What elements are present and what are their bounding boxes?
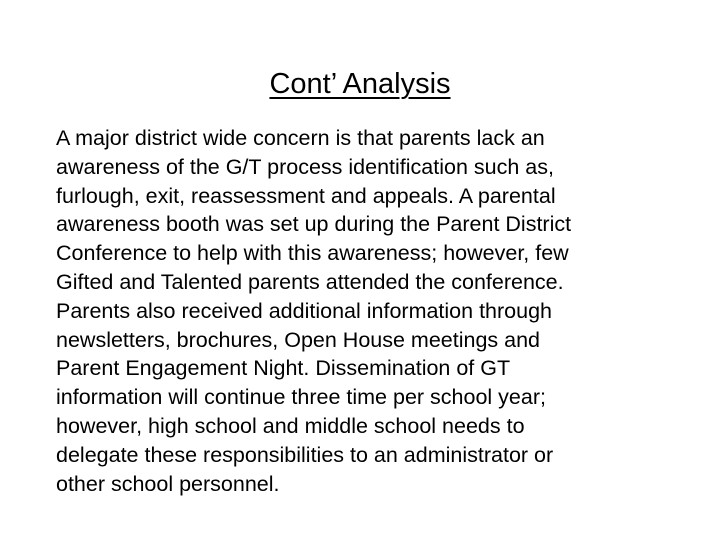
slide-body-text: A major district wide concern is that parents lack an awareness of the G/T process identification such as, furlough, exit, reassessment and appeals. A parental awareness booth was set up during the Parent District Conference to help with this awareness; however, few Gifted and Talented parents attended the conference. Parents also received additional information through newsletters, brochures, Open House meetings and Parent Engagement Night. Dissemination of GT information will continue three time per school year; however, high school and middle school needs to delegate these responsibilities to an administrator or other school personnel.: [56, 126, 572, 496]
slide-title: Cont’ Analysis: [269, 68, 451, 100]
